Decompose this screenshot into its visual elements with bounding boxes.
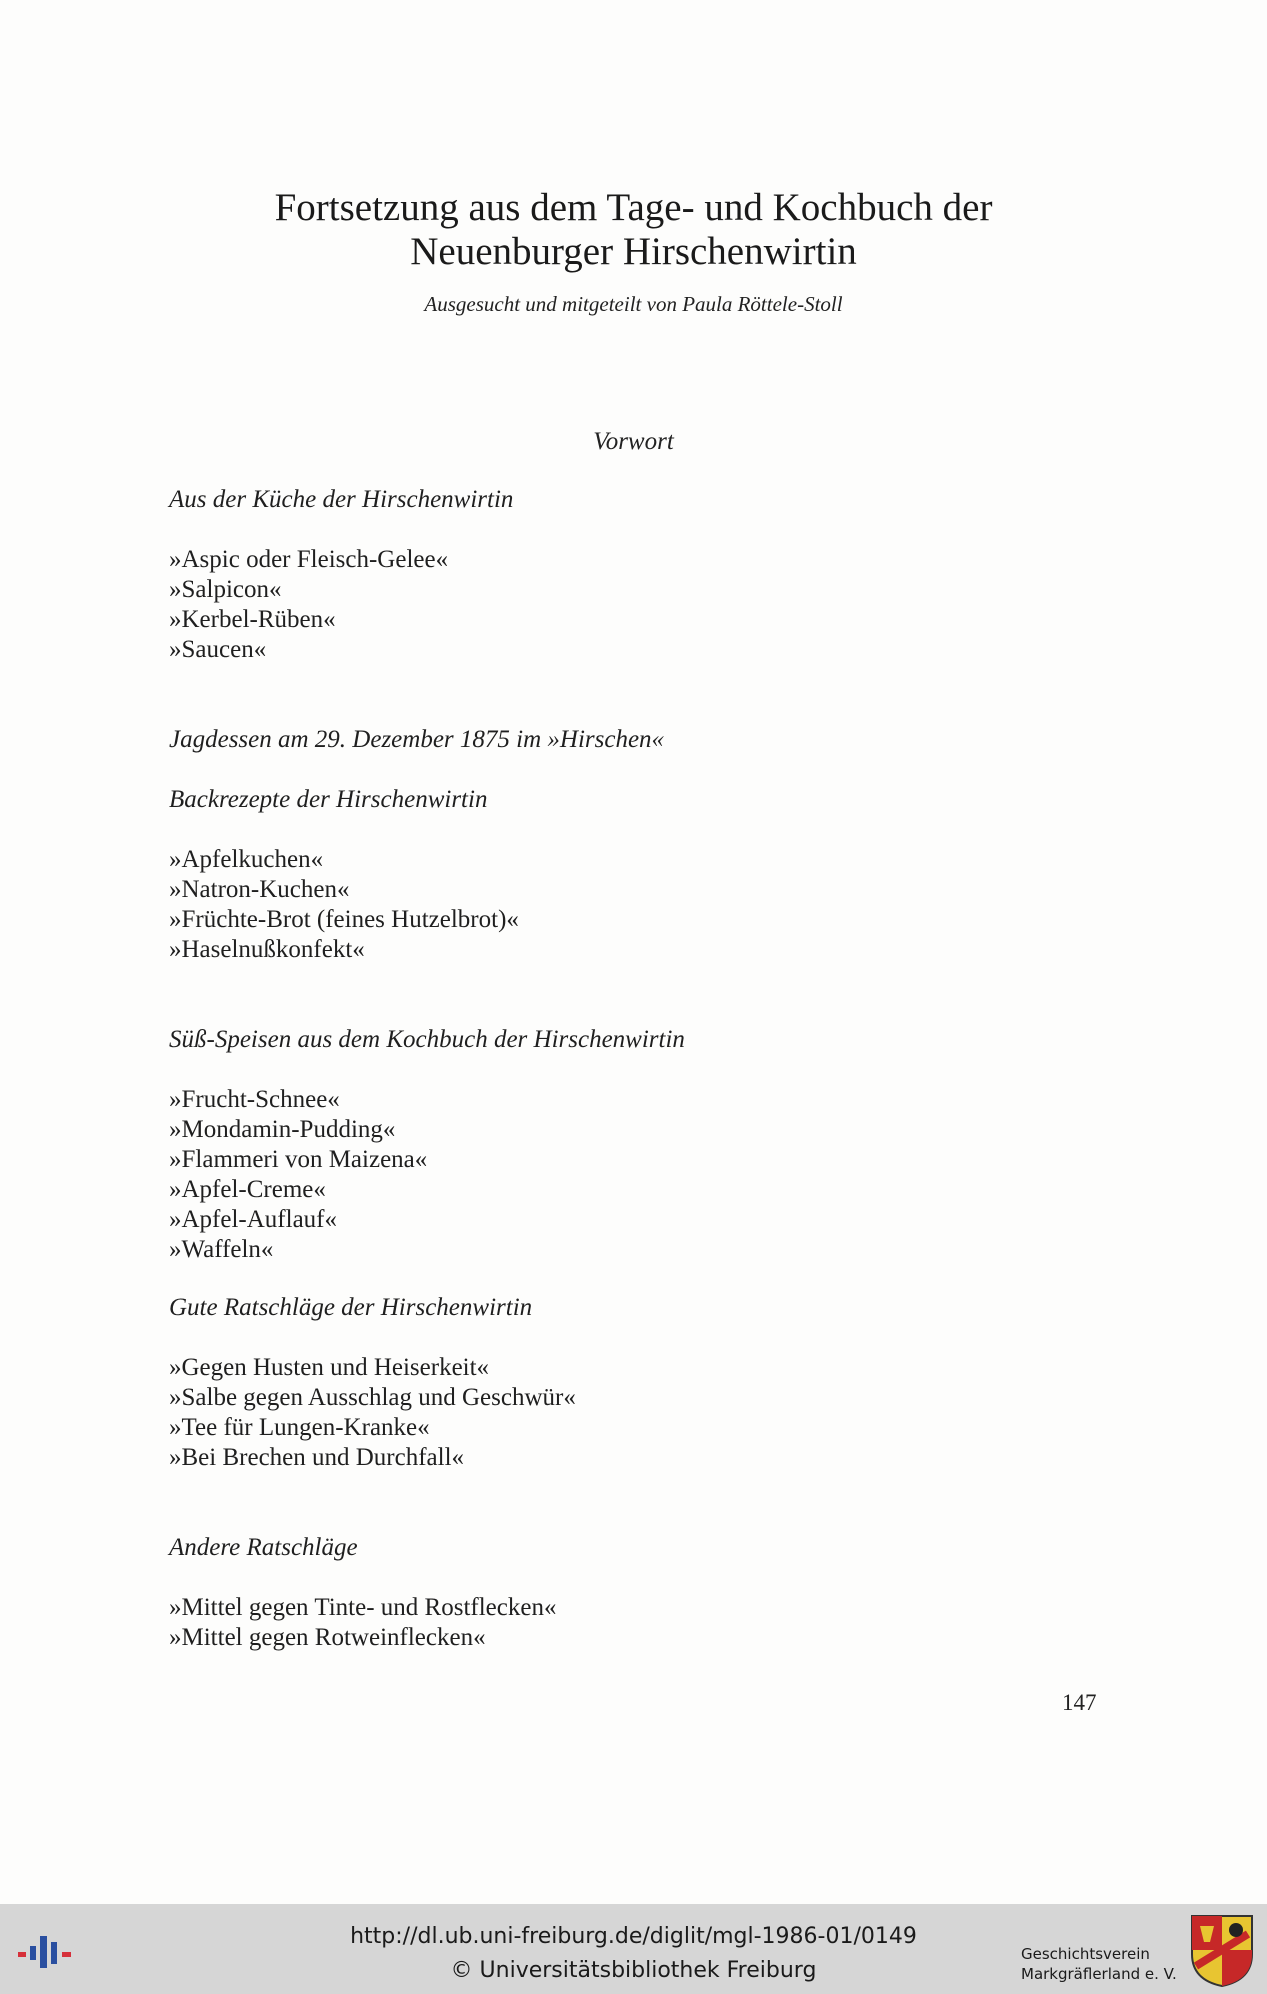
list-item: »Flammeri von Maizena«	[169, 1146, 428, 1173]
section-heading: Jagdessen am 29. Dezember 1875 im »Hirschen«	[169, 726, 665, 753]
list-item: »Natron-Kuchen«	[169, 876, 350, 903]
title-line-2: Neuenburger Hirschenwirtin	[410, 230, 857, 273]
coat-of-arms-icon	[1190, 1914, 1254, 1988]
list-item: »Mittel gegen Tinte- und Rostflecken«	[169, 1594, 557, 1621]
list-item: »Waffeln«	[169, 1236, 274, 1263]
list-item: »Salbe gegen Ausschlag und Geschwür«	[169, 1384, 576, 1411]
list-item: »Früchte-Brot (feines Hutzelbrot)«	[169, 906, 519, 933]
page-number: 147	[1062, 1690, 1097, 1715]
list-item: »Apfel-Creme«	[169, 1176, 326, 1203]
section-heading: Backrezepte der Hirschenwirtin	[169, 786, 488, 813]
list-item: »Tee für Lungen-Kranke«	[169, 1414, 430, 1441]
section-heading: Aus der Küche der Hirschenwirtin	[169, 486, 514, 513]
document-title	[0, 186, 1267, 274]
list-item: »Bei Brechen und Durchfall«	[169, 1444, 465, 1471]
list-item: »Saucen«	[169, 636, 267, 663]
copyright-notice: © Universitätsbibliothek Freiburg	[450, 1958, 817, 1983]
organization-line-2: Markgräflerland e. V.	[1021, 1965, 1177, 1983]
title-line-1: Fortsetzung aus dem Tage- und Kochbuch der	[274, 186, 993, 229]
list-item: »Mittel gegen Rotweinflecken«	[169, 1624, 486, 1651]
list-item: »Apfelkuchen«	[169, 846, 324, 873]
byline: Ausgesucht und mitgeteilt von Paula Röttele-Stoll	[424, 292, 843, 316]
list-item: »Aspic oder Fleisch-Gelee«	[169, 546, 449, 573]
list-item: »Mondamin-Pudding«	[169, 1116, 396, 1143]
section-heading: Andere Ratschläge	[169, 1534, 358, 1561]
organization-name	[1021, 1944, 1177, 1984]
list-item: »Gegen Husten und Heiserkeit«	[169, 1354, 490, 1381]
source-url[interactable]: http://dl.ub.uni-freiburg.de/diglit/mgl-1986-01/0149	[350, 1924, 917, 1949]
list-item: »Kerbel-Rüben«	[169, 606, 336, 633]
preface-heading: Vorwort	[593, 428, 674, 455]
list-item: »Haselnußkonfekt«	[169, 936, 365, 963]
footer-bar	[0, 1904, 1267, 1994]
list-item: »Frucht-Schnee«	[169, 1086, 340, 1113]
section-heading: Gute Ratschläge der Hirschenwirtin	[169, 1294, 533, 1321]
section-heading: Süß-Speisen aus dem Kochbuch der Hirschenwirtin	[169, 1026, 685, 1053]
organization-line-1: Geschichtsverein	[1021, 1945, 1150, 1963]
list-item: »Apfel-Auflauf«	[169, 1206, 337, 1233]
list-item: »Salpicon«	[169, 576, 282, 603]
